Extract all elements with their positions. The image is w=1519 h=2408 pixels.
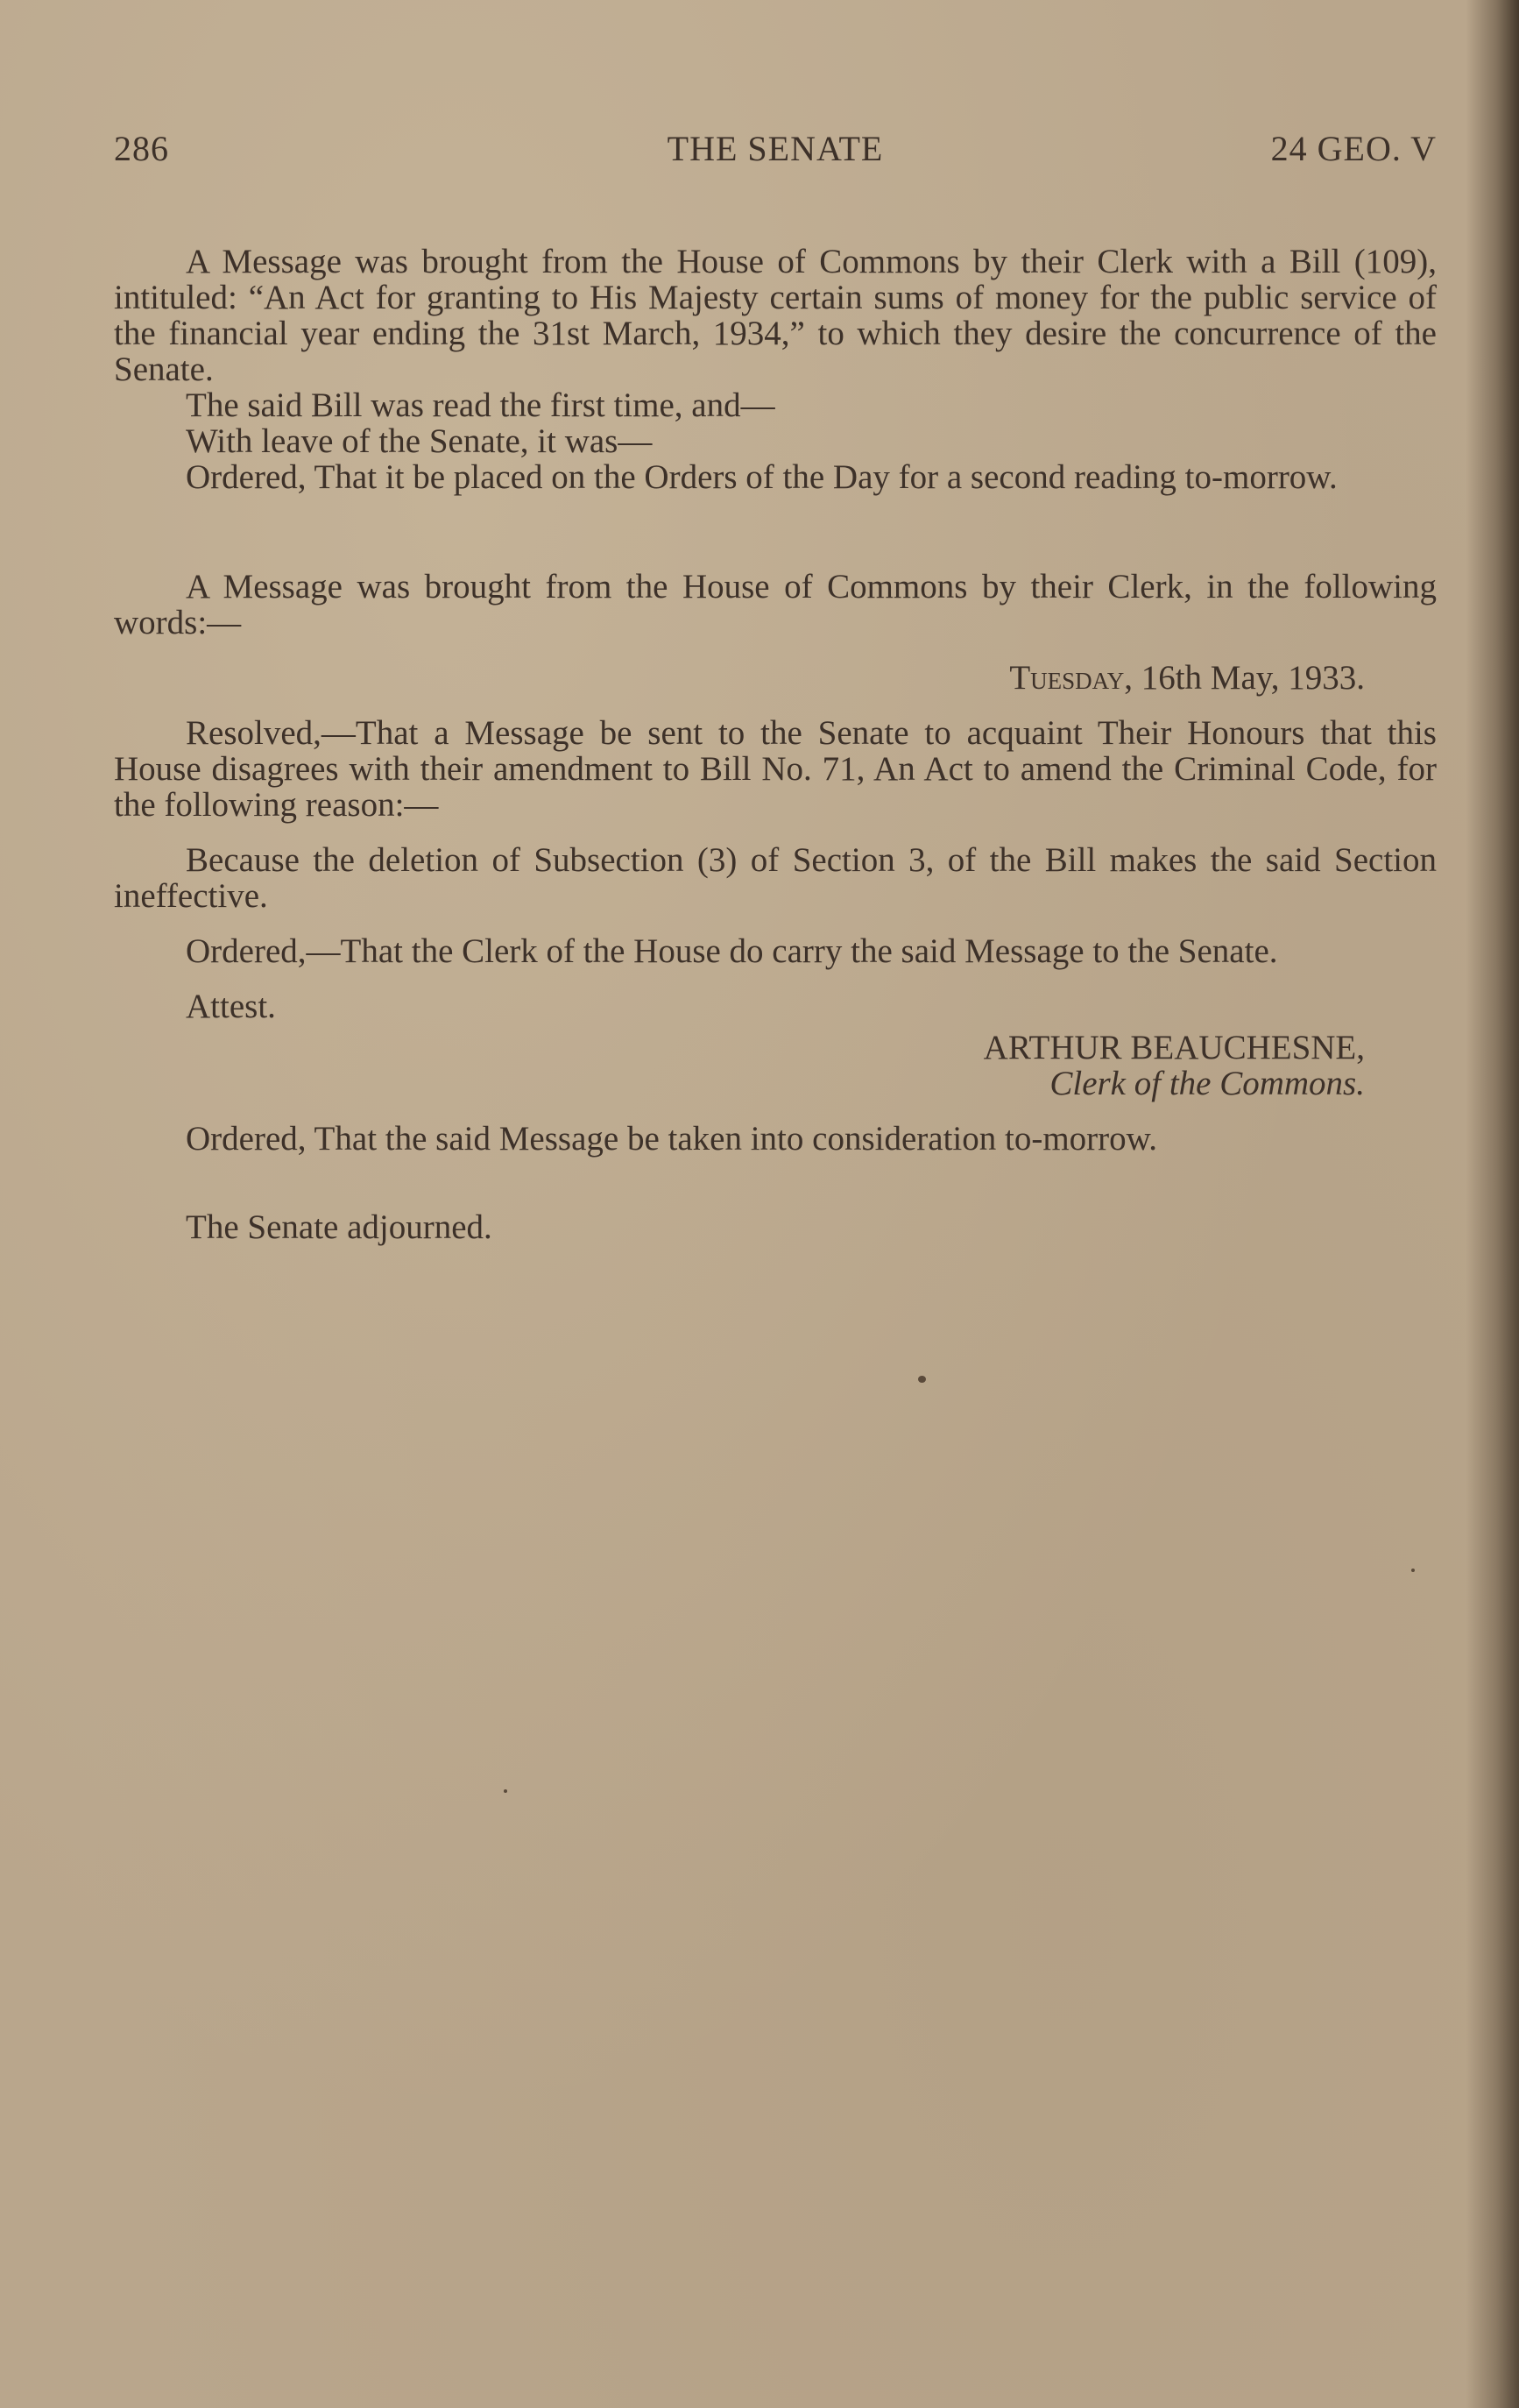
paragraph-order-second-reading: Ordered, That it be placed on the Orders of the Day for a second reading to-morrow. xyxy=(186,458,1338,496)
paper-speck xyxy=(1411,1569,1415,1572)
paragraph-resolved: Resolved,—That a Message be sent to the Senate to acquaint Their Honours that this House disagrees with their amendment to Bill No. 71, An Act to amend the Criminal Code, for the following reason:— xyxy=(114,714,1437,824)
paragraph-adjourned: The Senate adjourned. xyxy=(186,1208,492,1246)
running-header xyxy=(114,128,1437,172)
paragraph-commons-message: A Message was brought from the House of Commons by their Clerk, in the following words:— xyxy=(114,568,1437,641)
paragraph-leave: With leave of the Senate, it was— xyxy=(186,422,653,460)
paragraph-ordered-clerk: Ordered,—That the Clerk of the House do carry the said Message to the Senate. xyxy=(186,932,1278,970)
signatory-title: Clerk of the Commons. xyxy=(1049,1065,1365,1102)
paragraph-bill-message: A Message was brought from the House of Commons by their Clerk with a Bill (109), intituled: “An Act for granting to His Majesty certain sums of money for the public service of the financial year ending the 31st March, 1934,” to which they desire the concurrence of the Senate. xyxy=(114,243,1437,388)
signatory-name: ARTHUR BEAUCHESNE, xyxy=(983,1029,1365,1066)
journal-body xyxy=(114,244,1437,1245)
header-title: THE SENATE xyxy=(667,129,884,168)
paper-speck xyxy=(504,1789,507,1793)
paper-speck xyxy=(918,1376,926,1383)
attest-line: Attest. xyxy=(186,988,276,1025)
paragraph-reason: Because the deletion of Subsection (3) of Section 3, of the Bill makes the said Section ineffective. xyxy=(114,841,1437,915)
message-date xyxy=(114,660,1365,696)
message-date-rest: , 16th May, 1933. xyxy=(1124,659,1365,697)
paragraph-first-reading: The said Bill was read the first time, and— xyxy=(186,386,775,424)
paragraph-ordered-consideration: Ordered, That the said Message be taken into consideration to-morrow. xyxy=(186,1120,1158,1158)
page-number: 286 xyxy=(114,129,169,168)
message-date-day: Tuesday xyxy=(1009,659,1125,697)
regnal-year: 24 GEO. V xyxy=(1270,129,1437,168)
